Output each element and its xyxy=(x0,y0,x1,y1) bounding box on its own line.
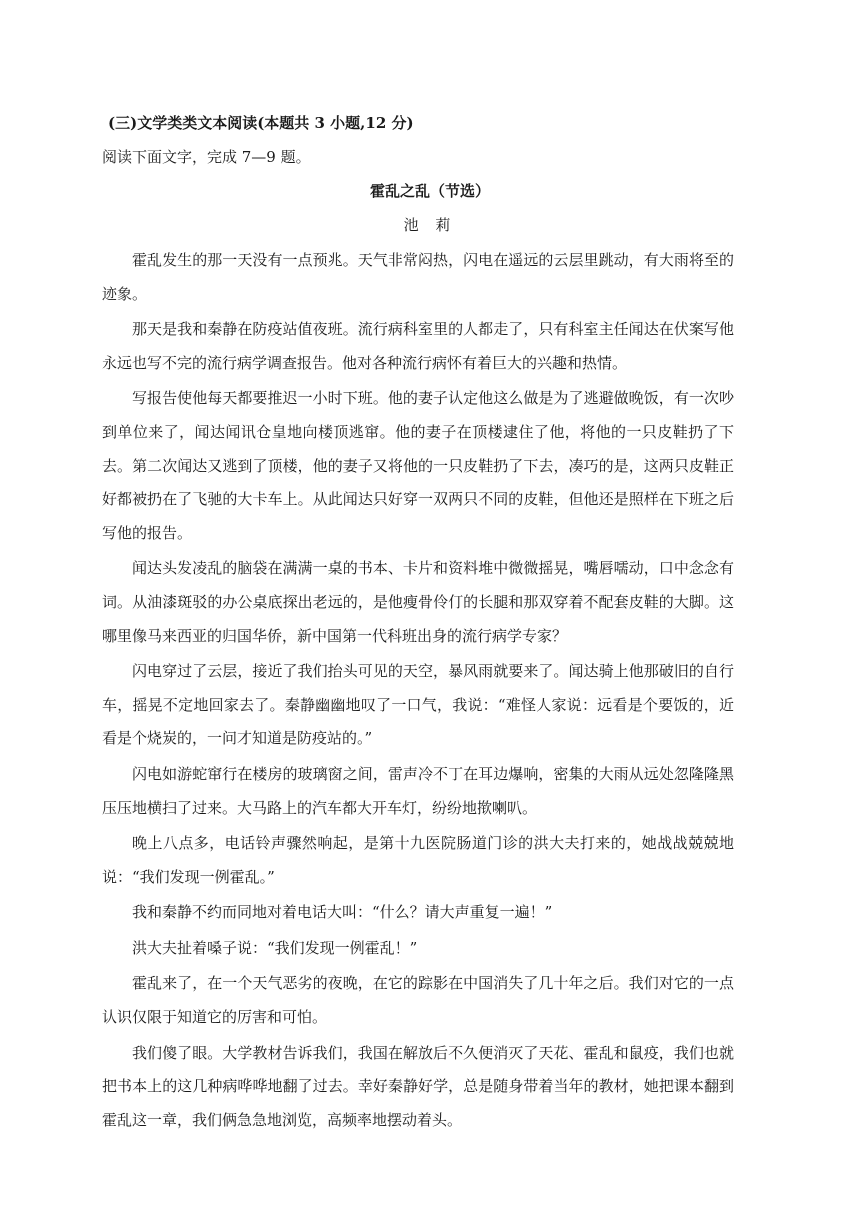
paragraph: 闪电穿过了云层，接近了我们抬头可见的天空，暴风雨就要来了。闻达骑上他那破旧的自行车，摇晃不定地回家去了。秦静幽幽地叹了一口气，我说：“难怪人家说：远看是个要饭的，近看是个烧炭的，一问才知道是防疫站的。” xyxy=(102,662,734,748)
article-author: 池 莉 xyxy=(403,216,457,234)
paragraph: 我们傻了眼。大学教材告诉我们，我国在解放后不久便消灭了天花、霍乱和鼠疫，我们也就把书本上的这几种病哗哗地翻了过去。幸好秦静好学，总是随身带着当年的教材，她把课本翻到霍乱这一章，我们俩急急地浏览，高频率地摆动着头。 xyxy=(102,1043,734,1129)
paragraph: 那天是我和秦静在防疫站值夜班。流行病科室里的人都走了，只有科室主任闻达在伏案写他永远也写不完的流行病学调查报告。他对各种流行病怀有着巨大的兴趣和热情。 xyxy=(102,320,734,372)
paragraph: 霍乱来了，在一个天气恶劣的夜晚，在它的踪影在中国消失了几十年之后。我们对它的一点认识仅限于知道它的厉害和可怕。 xyxy=(102,974,734,1027)
paragraph: 晚上八点多，电话铃声骤然响起，是第十九医院肠道门诊的洪大夫打来的，她战战兢兢地说：“我们发现一例霍乱。” xyxy=(102,834,734,886)
reading-instruction: 阅读下面文字，完成 7—9 题。 xyxy=(102,148,311,166)
paragraph: 闪电如游蛇窜行在楼房的玻璃窗之间，雷声冷不丁在耳边爆响，密集的大雨从远处忽隆隆黑压压地横扫了过来。大马路上的汽车都大开车灯，纷纷地揿喇叭。 xyxy=(102,764,734,817)
paragraph: 洪大夫扯着嗓子说：“我们发现一例霍乱！” xyxy=(132,938,418,957)
paragraph: 写报告使他每天都要推迟一小时下班。他的妻子认定他这么做是为了逃避做晚饭，有一次吵到单位来了，闻达闻讯仓皇地向楼顶逃窜。他的妻子在顶楼逮住了他，将他的一只皮鞋扔了下去。第二次闻达又逃到了顶楼，他的妻子又将他的一只皮鞋扔了下去，凑巧的是，这两只皮鞋正好都被扔在了飞驰的大卡车上。从此闻达只好穿一双两只不同的皮鞋，但他还是照样在下班之后写他的报告。 xyxy=(102,389,734,542)
article-title: 霍乱之乱（节选） xyxy=(369,182,490,200)
paragraph: 我和秦静不约而同地对着电话大叫：“什么？请大声重复一遍！” xyxy=(132,903,553,922)
section-heading: (三)文学类类文本阅读(本题共 3 小题,12 分) xyxy=(108,114,414,132)
article-body xyxy=(102,244,734,1139)
paragraph: 闻达头发凌乱的脑袋在满满一桌的书本、卡片和资料堆中微微摇晃，嘴唇嚅动，口中念念有词。从油漆斑驳的办公桌底探出老远的，是他瘦骨伶仃的长腿和那双穿着不配套皮鞋的大脚。这哪里像马来西亚的归国华侨，新中国第一代科班出身的流行病学专家？ xyxy=(102,559,734,645)
paragraph: 霍乱发生的那一天没有一点预兆。天气非常闷热，闪电在遥远的云层里跳动，有大雨将至的迹象。 xyxy=(102,251,734,303)
